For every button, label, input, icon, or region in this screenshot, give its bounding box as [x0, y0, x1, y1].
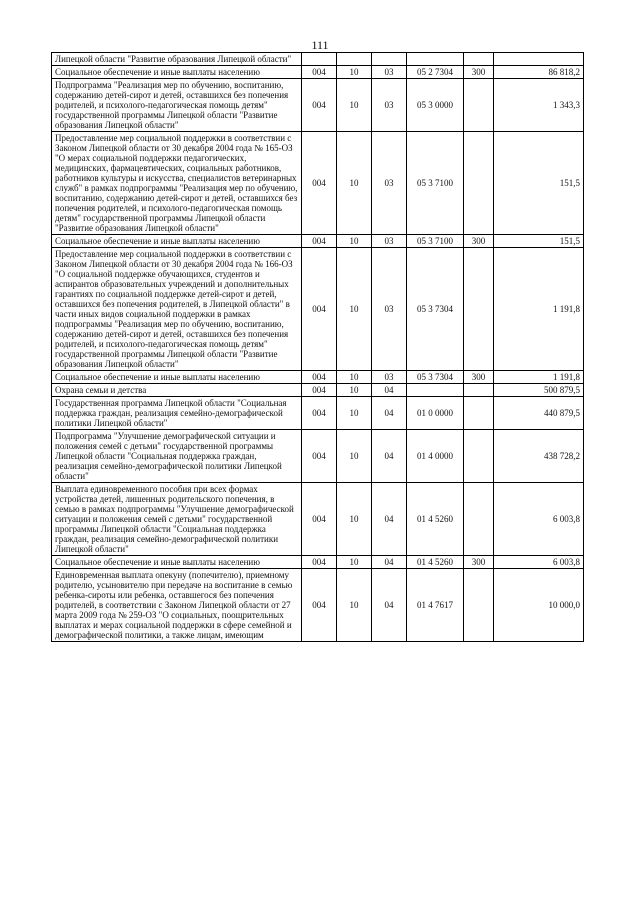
row-expense-type: 300	[464, 66, 494, 79]
row-amount: 440 879,5	[494, 397, 584, 430]
row-ved-code	[302, 53, 337, 66]
row-ved-code: 004	[302, 569, 337, 642]
row-section-code: 10	[337, 397, 372, 430]
row-expense-type	[464, 53, 494, 66]
row-ved-code: 004	[302, 66, 337, 79]
table-row	[52, 384, 584, 397]
row-target-article: 01 4 5260	[407, 556, 464, 569]
row-target-article	[407, 53, 464, 66]
table-row	[52, 79, 584, 132]
row-amount: 1 343,3	[494, 79, 584, 132]
row-expense-type	[464, 384, 494, 397]
row-section-code: 10	[337, 556, 372, 569]
row-subsection-code: 04	[372, 397, 407, 430]
row-ved-code: 004	[302, 79, 337, 132]
row-ved-code: 004	[302, 371, 337, 384]
row-subsection-code: 03	[372, 66, 407, 79]
table-row	[52, 371, 584, 384]
row-subsection-code: 03	[372, 248, 407, 371]
row-target-article: 05 3 7100	[407, 132, 464, 235]
row-amount: 6 003,8	[494, 483, 584, 556]
row-name: Социальное обеспечение и иные выплаты населению	[52, 235, 302, 248]
row-expense-type	[464, 132, 494, 235]
row-amount: 438 728,2	[494, 430, 584, 483]
row-section-code: 10	[337, 483, 372, 556]
row-amount: 1 191,8	[494, 371, 584, 384]
row-section-code: 10	[337, 132, 372, 235]
row-ved-code: 004	[302, 235, 337, 248]
table-row	[52, 248, 584, 371]
row-name: Выплата единовременного пособия при всех формах устройства детей, лишенных родительского попечения, в семью в рамках подпрограммы "Улучшение демографической ситуации и положения семей с детьми" государственной программы Липецкой области "Социальная поддержка граждан, реализация семейно-демографической политики Липецкой области"	[52, 483, 302, 556]
row-expense-type	[464, 248, 494, 371]
row-name: Предоставление мер социальной поддержки в соответствии с Законом Липецкой области от 30 декабря 2004 года № 165-ОЗ "О мерах социальной поддержки педагогических, медицинских, фармацевтических, социальных работников, работников культуры и искусства, специалистов ветеринарных служб" в рамках подпрограммы "Реализация мер по обучению, воспитанию, содержанию детей-сирот и детей, оставшихся без попечения родителей, и психолого-педагогическая помощь детям" государственной программы Липецкой области "Развитие образования Липецкой области"	[52, 132, 302, 235]
row-amount: 151,5	[494, 235, 584, 248]
table-row	[52, 483, 584, 556]
row-target-article: 05 3 7304	[407, 371, 464, 384]
row-expense-type	[464, 569, 494, 642]
table-row	[52, 397, 584, 430]
table-row	[52, 132, 584, 235]
row-section-code: 10	[337, 384, 372, 397]
row-section-code: 10	[337, 569, 372, 642]
row-name: Единовременная выплата опекуну (попечителю), приемному родителю, усыновителю при передаче на воспитание в семью ребенка-сироты или ребенка, оставшегося без попечения родителей, в соответствии с Законом Липецкой области от 27 марта 2009 года № 259-ОЗ "О социальных, поощрительных выплатах и мерах социальной поддержки в сфере семейной и демографической политики, а также лицам, имеющим	[52, 569, 302, 642]
row-section-code: 10	[337, 235, 372, 248]
row-amount: 6 003,8	[494, 556, 584, 569]
row-section-code: 10	[337, 79, 372, 132]
table-row	[52, 430, 584, 483]
row-expense-type	[464, 483, 494, 556]
row-subsection-code: 04	[372, 384, 407, 397]
page-number: 111	[311, 38, 329, 52]
row-expense-type	[464, 430, 494, 483]
row-section-code: 10	[337, 371, 372, 384]
row-amount: 86 818,2	[494, 66, 584, 79]
row-subsection-code: 03	[372, 79, 407, 132]
row-expense-type	[464, 79, 494, 132]
row-subsection-code: 03	[372, 235, 407, 248]
row-section-code: 10	[337, 248, 372, 371]
row-name: Социальное обеспечение и иные выплаты населению	[52, 371, 302, 384]
table-row	[52, 66, 584, 79]
row-section-code	[337, 53, 372, 66]
row-ved-code: 004	[302, 430, 337, 483]
row-subsection-code: 04	[372, 483, 407, 556]
row-subsection-code: 04	[372, 569, 407, 642]
row-expense-type	[464, 397, 494, 430]
row-name: Социальное обеспечение и иные выплаты населению	[52, 66, 302, 79]
row-amount: 151,5	[494, 132, 584, 235]
row-name: Подпрограмма "Улучшение демографической ситуации и положения семей с детьми" государственной программы Липецкой области "Социальная поддержка граждан, реализация семейно-демографической политики Липецкой области"	[52, 430, 302, 483]
row-expense-type: 300	[464, 371, 494, 384]
row-amount: 1 191,8	[494, 248, 584, 371]
row-target-article: 01 0 0000	[407, 397, 464, 430]
row-name: Государственная программа Липецкой области "Социальная поддержка граждан, реализация семейно-демографической политики Липецкой области"	[52, 397, 302, 430]
row-target-article: 05 2 7304	[407, 66, 464, 79]
row-expense-type: 300	[464, 556, 494, 569]
row-target-article: 01 4 7617	[407, 569, 464, 642]
row-ved-code: 004	[302, 248, 337, 371]
table-row	[52, 556, 584, 569]
row-section-code: 10	[337, 66, 372, 79]
row-name: Подпрограмма "Реализация мер по обучению, воспитанию, содержанию детей-сирот и детей, оставшихся без попечения родителей, и психолого-педагогическая помощь детям" государственной программы Липецкой области "Развитие образования Липецкой области"	[52, 79, 302, 132]
row-ved-code: 004	[302, 397, 337, 430]
row-target-article: 05 3 7304	[407, 248, 464, 371]
row-target-article: 01 4 5260	[407, 483, 464, 556]
row-ved-code: 004	[302, 556, 337, 569]
table-row	[52, 235, 584, 248]
table-row	[52, 569, 584, 642]
row-name: Охрана семьи и детства	[52, 384, 302, 397]
row-target-article: 05 3 7100	[407, 235, 464, 248]
row-subsection-code: 04	[372, 430, 407, 483]
row-name: Социальное обеспечение и иные выплаты населению	[52, 556, 302, 569]
row-target-article: 05 3 0000	[407, 79, 464, 132]
row-ved-code: 004	[302, 483, 337, 556]
row-target-article	[407, 384, 464, 397]
row-subsection-code: 04	[372, 556, 407, 569]
budget-table	[51, 52, 584, 642]
row-amount: 10 000,0	[494, 569, 584, 642]
row-target-article: 01 4 0000	[407, 430, 464, 483]
row-ved-code: 004	[302, 384, 337, 397]
row-amount: 500 879,5	[494, 384, 584, 397]
table-row	[52, 53, 584, 66]
row-subsection-code: 03	[372, 132, 407, 235]
row-section-code: 10	[337, 430, 372, 483]
row-amount	[494, 53, 584, 66]
row-ved-code: 004	[302, 132, 337, 235]
row-subsection-code: 03	[372, 371, 407, 384]
row-expense-type: 300	[464, 235, 494, 248]
row-name: Липецкой области "Развитие образования Липецкой области"	[52, 53, 302, 66]
row-subsection-code	[372, 53, 407, 66]
row-name: Предоставление мер социальной поддержки в соответствии с Законом Липецкой области от 30 декабря 2004 года № 166-ОЗ "О социальной поддержке обучающихся, студентов и аспирантов образовательных учреждений и дополнительных гарантиях по социальной поддержке детей-сирот и детей, оставшихся без попечения родителей, в Липецкой области" в части иных видов социальной поддержки в рамках подпрограммы "Реализация мер по обучению, воспитанию, содержанию детей-сирот и детей, оставшихся без попечения родителей, и психолого-педагогическая помощь детям" государственной программы Липецкой области "Развитие образования Липецкой области"	[52, 248, 302, 371]
